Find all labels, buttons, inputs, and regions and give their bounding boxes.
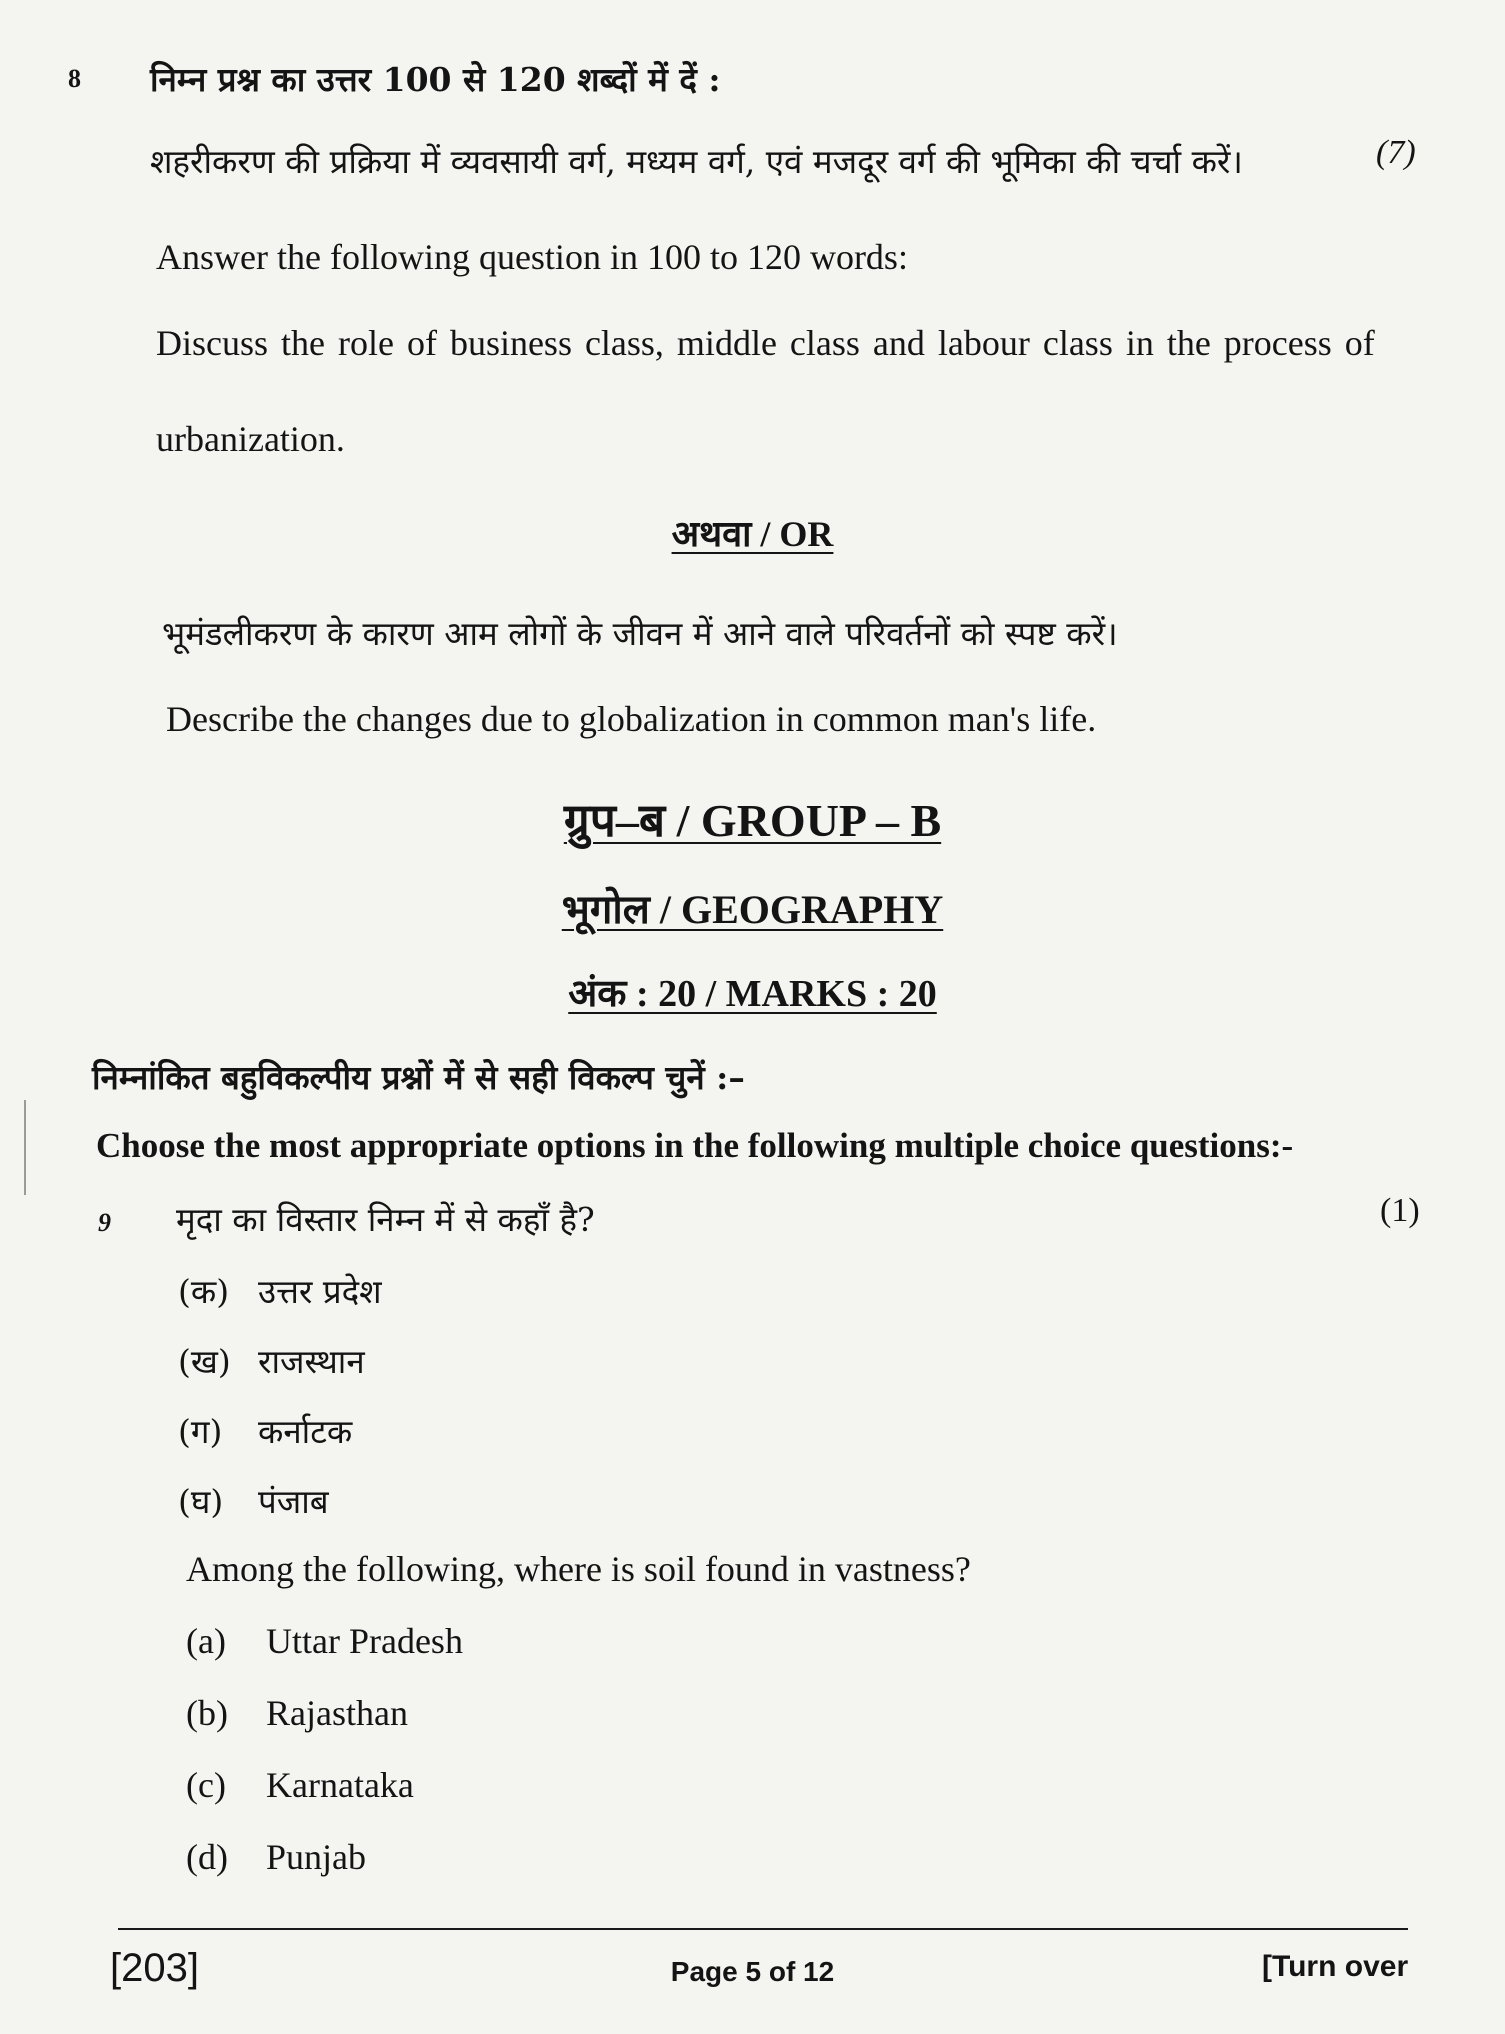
page-number: Page 5 of 12	[670, 1956, 835, 1987]
q8-alt-english: Describe the changes due to globalization in common man's life.	[166, 699, 1097, 739]
q9-hindi-option-3[interactable]	[178, 1408, 352, 1453]
q9-marks: (1)	[1380, 1192, 1420, 1229]
option-text: Rajasthan	[266, 1693, 408, 1733]
q8-alt-hindi: भूमंडलीकरण के कारण आम लोगों के जीवन में आने वाले परिवर्तनों को स्पष्ट करें।	[162, 614, 1118, 653]
q8-english-question-line1: Discuss the role of business class, middle class and labour class in the process of	[156, 323, 1375, 363]
option-label: (a)	[186, 1621, 226, 1661]
margin-mark	[24, 1100, 26, 1195]
marks-title: अंक : 20 / MARKS : 20	[568, 973, 937, 1015]
subject-title: भूगोल / GEOGRAPHY	[561, 887, 944, 932]
option-label: (घ)	[178, 1482, 224, 1521]
q8-marks: (7)	[1376, 134, 1416, 171]
group-title: ग्रुप–ब / GROUP – B	[563, 795, 942, 846]
option-label: (ख)	[178, 1342, 231, 1381]
q8-hindi-instruction: निम्न प्रश्न का उत्तर 100 से 120 शब्दों में दें :	[150, 60, 721, 99]
turn-over: [Turn over	[1262, 1950, 1409, 1983]
option-text: Uttar Pradesh	[266, 1621, 463, 1661]
option-label: (c)	[186, 1765, 226, 1805]
q8-english-question-line2: urbanization.	[156, 419, 345, 459]
paper-code: [203]	[110, 1946, 199, 1990]
option-label: (ग)	[178, 1412, 223, 1451]
q9-hindi-question: मृदा का विस्तार निम्न में से कहाँ है?	[176, 1200, 595, 1239]
footer-rule	[118, 1928, 1408, 1930]
option-text: राजस्थान	[258, 1342, 365, 1381]
option-text: कर्नाटक	[258, 1412, 353, 1451]
mcq-english-instruction: Choose the most appropriate options in the following multiple choice questions:-	[96, 1126, 1294, 1165]
question-8-number: 8	[68, 64, 81, 93]
q9-english-option-b[interactable]	[186, 1692, 408, 1734]
or-label: अथवा / OR	[671, 514, 834, 554]
option-text: उत्तर प्रदेश	[258, 1272, 382, 1311]
q9-english-question: Among the following, where is soil found in vastness?	[186, 1549, 971, 1589]
q9-english-option-c[interactable]	[186, 1764, 414, 1806]
q9-english-option-d[interactable]	[186, 1836, 366, 1878]
q9-english-option-a[interactable]	[186, 1620, 463, 1662]
q8-english-instruction: Answer the following question in 100 to 120 words:	[156, 237, 908, 277]
option-text: पंजाब	[258, 1482, 329, 1521]
option-label: (b)	[186, 1693, 228, 1733]
option-label: (क)	[178, 1272, 230, 1311]
q9-hindi-option-4[interactable]	[178, 1478, 329, 1523]
option-label: (d)	[186, 1837, 228, 1877]
option-text: Karnataka	[266, 1765, 414, 1805]
q8-hindi-question: शहरीकरण की प्रक्रिया में व्यवसायी वर्ग, मध्यम वर्ग, एवं मजदूर वर्ग की भूमिका की चर्चा करें।	[150, 142, 1243, 181]
option-text: Punjab	[266, 1837, 367, 1877]
q9-hindi-option-1[interactable]	[178, 1268, 382, 1313]
question-9-number: 9	[98, 1208, 111, 1237]
q9-hindi-option-2[interactable]	[178, 1338, 365, 1383]
mcq-hindi-instruction: निम्नांकित बहुविकल्पीय प्रश्नों में से सही विकल्प चुनें :–	[92, 1058, 745, 1097]
